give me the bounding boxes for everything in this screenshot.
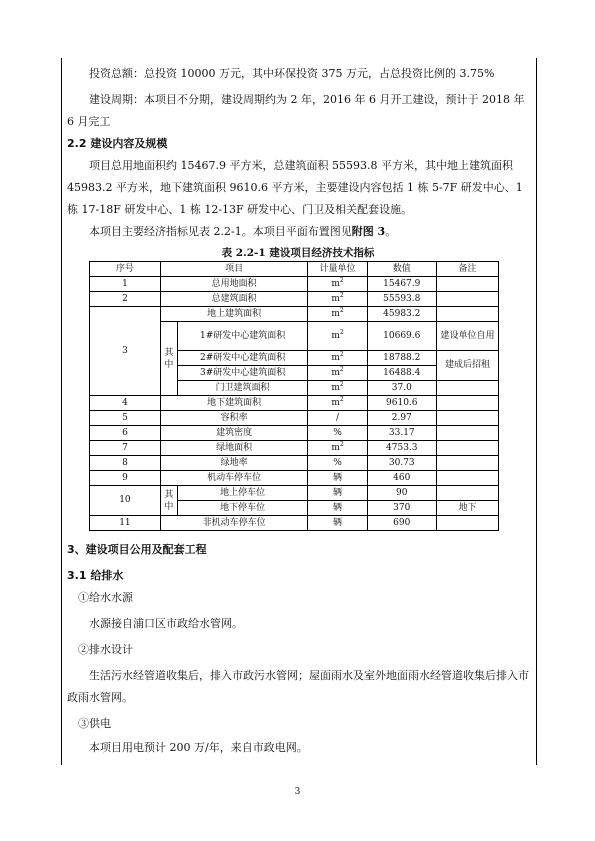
section-heading-3: 3、建设项目公用及配套工程 <box>67 543 207 556</box>
row-value: 90 <box>367 486 436 501</box>
row-unit <box>308 277 367 292</box>
row-unit: 辆 <box>308 516 367 531</box>
unit-text: m <box>331 367 340 378</box>
row-item: 总用地面积 <box>160 277 308 292</box>
section-heading-3-1: 3.1 给排水 <box>67 569 124 582</box>
row-number: 4 <box>90 396 161 411</box>
row-item: 绿地率 <box>160 456 308 471</box>
row-note: 建设单位自用 <box>436 322 498 351</box>
row-unit <box>308 366 367 381</box>
period-paragraph: 建设周期：本项目不分期，建设周期约为 2 年，2016 年 6 月开工建设，预计于 2018 年 6 月完工 <box>67 93 525 128</box>
row-unit: 辆 <box>308 471 367 486</box>
row-item: 绿地面积 <box>160 441 308 456</box>
row-unit: % <box>308 426 367 441</box>
row-item: 总建筑面积 <box>160 292 308 307</box>
row-item: 非机动车停车位 <box>160 516 308 531</box>
power-body: 本项目用电预计 200 万/年，来自市政电网。 <box>89 741 308 754</box>
row-unit <box>308 381 367 396</box>
header-cell: 计量单位 <box>308 262 367 277</box>
row-number: 6 <box>90 426 161 441</box>
row-note: 地下 <box>436 501 498 516</box>
table-row <box>90 277 499 292</box>
unit-text: m <box>331 397 340 408</box>
figure-reference: 附图 3 <box>351 225 386 238</box>
unit-superscript: 2 <box>339 276 344 284</box>
row-unit <box>308 351 367 366</box>
header-cell: 序号 <box>90 262 161 277</box>
reference-paragraph <box>67 221 529 243</box>
row-value: 370 <box>367 501 436 516</box>
row-unit <box>308 307 367 322</box>
row-item: 地下停车位 <box>177 501 308 516</box>
unit-superscript: 2 <box>339 380 344 388</box>
sub-group-label: 其中 <box>160 486 177 516</box>
row-value: 2.97 <box>367 411 436 426</box>
water-source-body: 水源接自浦口区市政给水管网。 <box>89 617 243 630</box>
row-number: 7 <box>90 441 161 456</box>
row-value: 460 <box>367 471 436 486</box>
section-heading-2-2: 2.2 建设内容及规模 <box>67 137 168 150</box>
row-item: 地上停车位 <box>177 486 308 501</box>
unit-superscript: 2 <box>339 328 344 336</box>
reference-end: 。 <box>385 225 397 238</box>
table-row <box>90 456 499 471</box>
row-note <box>436 441 498 456</box>
row-value: 37.0 <box>367 381 436 396</box>
row-note <box>436 292 498 307</box>
table-row <box>90 516 499 531</box>
table-row <box>90 307 499 322</box>
row-number: 1 <box>90 277 161 292</box>
row-item: 地下建筑面积 <box>160 396 308 411</box>
row-number: 2 <box>90 292 161 307</box>
drainage-body: 生活污水经管道收集后，排入市政污水管网；屋面雨水及室外地面雨水经管道收集后排入市政雨水管网。 <box>67 669 529 704</box>
unit-superscript: 2 <box>339 291 344 299</box>
row-note <box>436 381 498 396</box>
row-value: 10669.6 <box>367 322 436 351</box>
row-value: 4753.3 <box>367 441 436 456</box>
row-value: 18788.2 <box>367 351 436 366</box>
row-note <box>436 426 498 441</box>
table-caption: 表 2.2-1 建设项目经济技术指标 <box>221 247 375 259</box>
economic-indicators-table <box>89 261 499 531</box>
table-row <box>90 441 499 456</box>
table-row <box>90 292 499 307</box>
power-title: ③供电 <box>78 717 111 730</box>
table-row <box>90 426 499 441</box>
row-value: 30.73 <box>367 456 436 471</box>
unit-text: m <box>331 330 340 341</box>
unit-text: m <box>331 308 340 319</box>
unit-superscript: 2 <box>339 350 344 358</box>
unit-superscript: 2 <box>339 395 344 403</box>
row-value: 33.17 <box>367 426 436 441</box>
row-number: 10 <box>90 486 161 516</box>
row-unit <box>308 396 367 411</box>
row-value: 690 <box>367 516 436 531</box>
sub-group-label: 其中 <box>160 322 177 396</box>
row-value: 55593.8 <box>367 292 436 307</box>
row-note <box>436 486 498 501</box>
table-row <box>90 411 499 426</box>
row-value: 16488.4 <box>367 366 436 381</box>
row-number: 8 <box>90 456 161 471</box>
water-source-title: ①给水水源 <box>78 591 133 604</box>
header-cell: 备注 <box>436 262 498 277</box>
row-note <box>436 456 498 471</box>
header-cell: 数值 <box>367 262 436 277</box>
row-unit <box>308 322 367 351</box>
row-number: 3 <box>90 307 161 396</box>
row-item: 容积率 <box>160 411 308 426</box>
unit-text: m <box>331 442 340 453</box>
unit-superscript: 2 <box>339 306 344 314</box>
row-number: 5 <box>90 411 161 426</box>
row-note <box>436 307 498 322</box>
row-note <box>436 277 498 292</box>
row-note <box>436 411 498 426</box>
unit-text: m <box>331 382 340 393</box>
row-item: 3#研发中心建筑面积 <box>177 366 308 381</box>
row-number: 9 <box>90 471 161 486</box>
unit-text: m <box>331 293 340 304</box>
row-value: 15467.9 <box>367 277 436 292</box>
table-row <box>90 396 499 411</box>
row-number: 11 <box>90 516 161 531</box>
row-item: 建筑密度 <box>160 426 308 441</box>
unit-text: m <box>331 278 340 289</box>
row-note: 建成后招租 <box>436 351 498 381</box>
row-note <box>436 396 498 411</box>
row-value: 45983.2 <box>367 307 436 322</box>
row-value: 9610.6 <box>367 396 436 411</box>
unit-superscript: 2 <box>339 440 344 448</box>
drainage-title: ②排水设计 <box>78 643 133 656</box>
page-number: 3 <box>294 787 301 797</box>
table-row <box>90 486 499 501</box>
unit-text: m <box>331 352 340 363</box>
row-note <box>436 516 498 531</box>
table-row <box>90 471 499 486</box>
unit-superscript: 2 <box>339 365 344 373</box>
row-unit <box>308 292 367 307</box>
scale-paragraph: 项目总用地面积约 15467.9 平方米，总建筑面积 55593.8 平方米，其中地上建筑面积 45983.2 平方米，地下建筑面积 9610.6 平方米，主要建设内容包括 1 栋 5-7F 研发中心、1 栋 17-18F 研发中心、1 栋 12-13F 研发中心、门卫及相关配套设施。 <box>67 159 523 216</box>
row-unit: % <box>308 456 367 471</box>
row-unit: 辆 <box>308 501 367 516</box>
row-item: 地上建筑面积 <box>160 307 308 322</box>
row-unit: / <box>308 411 367 426</box>
row-unit: 辆 <box>308 486 367 501</box>
row-item: 门卫建筑面积 <box>177 381 308 396</box>
row-item: 机动车停车位 <box>160 471 308 486</box>
row-unit <box>308 441 367 456</box>
investment-paragraph: 投资总额：总投资 10000 万元，其中环保投资 375 万元，占总投资比例的 3.75% <box>89 67 495 80</box>
header-cell: 项目 <box>160 262 308 277</box>
row-note <box>436 471 498 486</box>
row-item: 1#研发中心建筑面积 <box>177 322 308 351</box>
row-item: 2#研发中心建筑面积 <box>177 351 308 366</box>
reference-text: 本项目主要经济指标见表 2.2-1。本项目平面布置图见 <box>89 225 352 238</box>
table-header-row <box>90 262 499 277</box>
document-body <box>67 63 529 759</box>
